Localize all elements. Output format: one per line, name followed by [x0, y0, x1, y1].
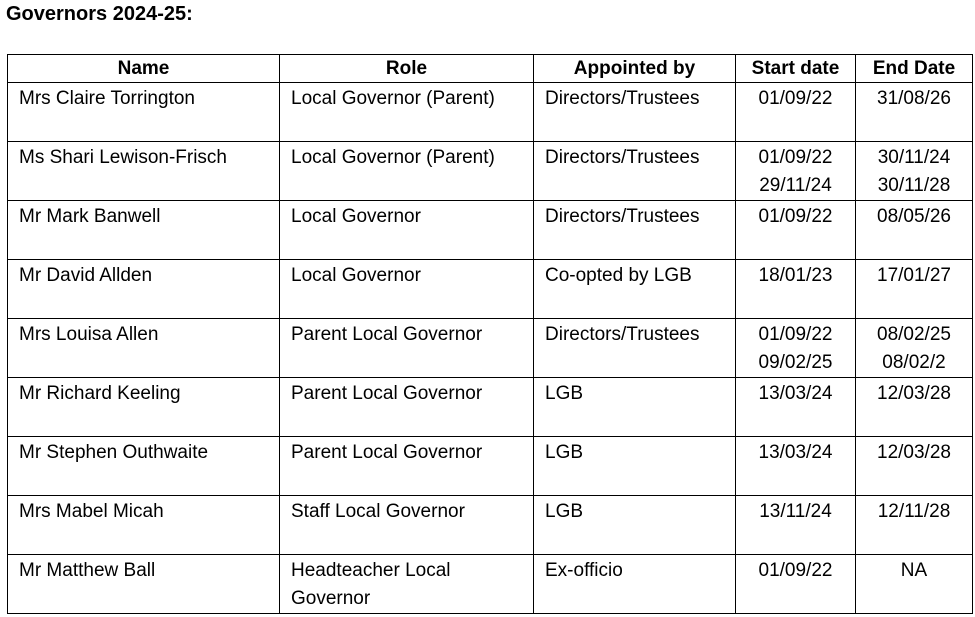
table-row — [8, 378, 973, 437]
appointed-by-cell: LGB — [534, 496, 736, 555]
column-header-appointed-by: Appointed by — [534, 55, 736, 83]
appointed-by-cell: Directors/Trustees — [534, 142, 736, 201]
appointed-by-cell: LGB — [534, 437, 736, 496]
start-date-value: 13/11/24 — [759, 501, 832, 522]
end-date-value: 31/08/26 — [877, 88, 951, 109]
governor-role-cell: Local Governor (Parent) — [280, 142, 534, 201]
start-date-cell — [736, 83, 856, 142]
end-date-value: 08/02/2 — [882, 352, 946, 373]
column-header-role: Role — [280, 55, 534, 83]
end-date-value: 08/05/26 — [877, 206, 951, 227]
end-date-value: 12/03/28 — [877, 442, 951, 463]
table-header-row — [8, 55, 973, 83]
table-row — [8, 555, 973, 614]
end-date-cell — [856, 83, 973, 142]
start-date-value: 18/01/23 — [758, 265, 833, 286]
start-date-cell — [736, 496, 856, 555]
governor-role-cell: Headteacher Local Governor — [280, 555, 534, 614]
end-date-cell — [856, 260, 973, 319]
governor-role-cell: Parent Local Governor — [280, 437, 534, 496]
governor-name-cell: Mr David Allden — [8, 260, 280, 319]
start-date-cell — [736, 142, 856, 201]
governor-name-cell: Mr Mark Banwell — [8, 201, 280, 260]
table-row — [8, 142, 973, 201]
start-date-cell — [736, 201, 856, 260]
governor-name-cell: Mr Stephen Outhwaite — [8, 437, 280, 496]
table-row — [8, 83, 973, 142]
governor-name-cell: Mr Matthew Ball — [8, 555, 280, 614]
table-body — [8, 83, 973, 614]
appointed-by-cell: Co-opted by LGB — [534, 260, 736, 319]
governor-name-cell: Mrs Mabel Micah — [8, 496, 280, 555]
start-date-value: 01/09/22 — [758, 206, 833, 227]
governor-role-cell: Staff Local Governor — [280, 496, 534, 555]
start-date-value: 01/09/22 — [758, 88, 833, 109]
start-date-value: 13/03/24 — [758, 442, 833, 463]
governor-role-cell: Parent Local Governor — [280, 378, 534, 437]
end-date-value: 12/03/28 — [877, 383, 951, 404]
end-date-value: 08/02/25 — [877, 324, 951, 345]
table-row — [8, 201, 973, 260]
table-row — [8, 260, 973, 319]
table-row — [8, 319, 973, 378]
end-date-value: 12/11/28 — [877, 501, 951, 522]
start-date-cell — [736, 319, 856, 378]
end-date-cell — [856, 496, 973, 555]
governor-name-cell: Ms Shari Lewison-Frisch — [8, 142, 280, 201]
end-date-cell — [856, 555, 973, 614]
end-date-cell — [856, 378, 973, 437]
governor-role-cell: Local Governor (Parent) — [280, 83, 534, 142]
start-date-value: 13/03/24 — [758, 383, 833, 404]
appointed-by-cell: LGB — [534, 378, 736, 437]
end-date-cell — [856, 319, 973, 378]
appointed-by-cell: Directors/Trustees — [534, 83, 736, 142]
start-date-value: 09/02/25 — [758, 352, 833, 373]
end-date-cell — [856, 437, 973, 496]
start-date-cell — [736, 260, 856, 319]
appointed-by-cell: Directors/Trustees — [534, 319, 736, 378]
appointed-by-cell: Ex-officio — [534, 555, 736, 614]
start-date-value: 01/09/22 — [758, 147, 833, 168]
column-header-name: Name — [8, 55, 280, 83]
end-date-value: 17/01/27 — [877, 265, 951, 286]
table-row — [8, 496, 973, 555]
governor-role-cell: Local Governor — [280, 260, 534, 319]
governor-name-cell: Mrs Louisa Allen — [8, 319, 280, 378]
governor-role-cell: Local Governor — [280, 201, 534, 260]
start-date-cell — [736, 437, 856, 496]
appointed-by-cell: Directors/Trustees — [534, 201, 736, 260]
column-header-end-date: End Date — [856, 55, 973, 83]
governors-table — [7, 54, 973, 614]
start-date-value: 29/11/24 — [759, 175, 832, 196]
end-date-value: 30/11/28 — [877, 175, 951, 196]
column-header-start-date: Start date — [736, 55, 856, 83]
start-date-cell — [736, 555, 856, 614]
end-date-cell — [856, 201, 973, 260]
table-row — [8, 437, 973, 496]
start-date-value: 01/09/22 — [758, 324, 833, 345]
end-date-value: NA — [900, 560, 928, 581]
start-date-cell — [736, 378, 856, 437]
start-date-value: 01/09/22 — [758, 560, 833, 581]
governor-name-cell: Mrs Claire Torrington — [8, 83, 280, 142]
end-date-value: 30/11/24 — [877, 147, 951, 168]
page-title: Governors 2024-25: — [6, 3, 193, 25]
end-date-cell — [856, 142, 973, 201]
governor-role-cell: Parent Local Governor — [280, 319, 534, 378]
governor-name-cell: Mr Richard Keeling — [8, 378, 280, 437]
